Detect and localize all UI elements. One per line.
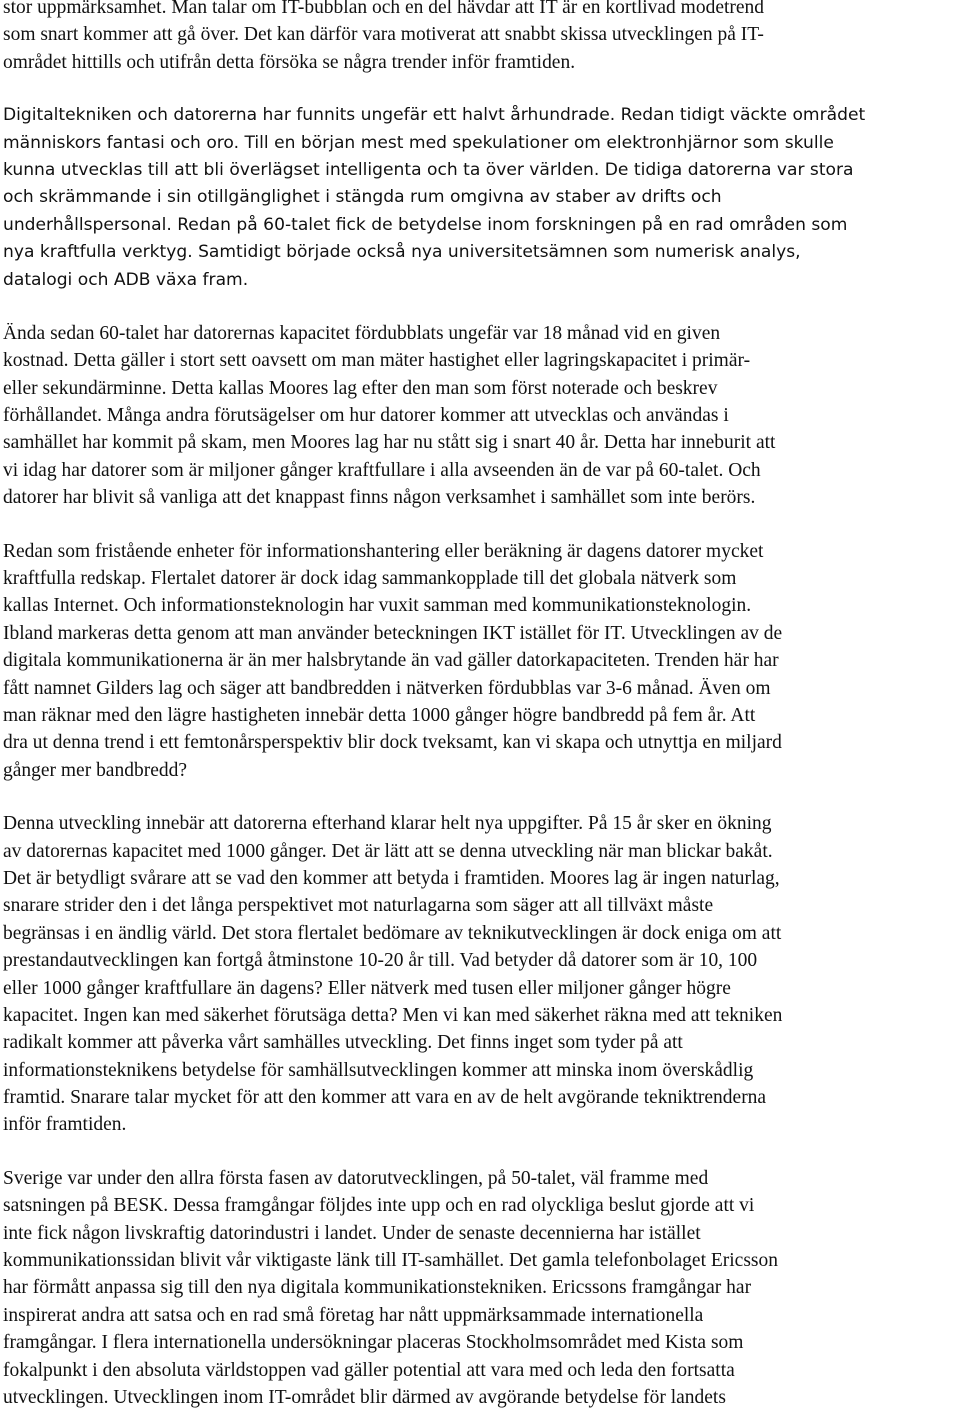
text-line: informationsteknikens betydelse för samhällsutvecklingen kommer att minska inom överskådlig bbox=[2, 1059, 754, 1081]
paragraph-gap bbox=[0, 76, 960, 102]
text-line: Denna utveckling innebär att datorerna efterhand klarar helt nya uppgifter. På 15 år sker en ökning bbox=[2, 813, 772, 835]
paragraph-3 bbox=[0, 320, 960, 512]
paragraph-2 bbox=[0, 102, 960, 294]
text-line: framgångar. I flera internationella undersökningar placeras Stockholmsområdet med Kista som bbox=[2, 1332, 744, 1354]
text-line: som snart kommer att gå över. Det kan därför vara motiverat att snabbt skissa utvecklingen på IT- bbox=[2, 24, 764, 46]
text-line: dra ut denna trend i ett femtonårsperspektiv blir dock tveksamt, kan vi skapa och utnyttja en miljard bbox=[2, 732, 782, 754]
text-line: kallas Internet. Och informationsteknologin har vuxit samman med kommunikationsteknologin. bbox=[2, 595, 752, 617]
text-line: förhållandet. Många andra förutsägelser om hur datorer kommer att utvecklas och användas i bbox=[2, 405, 729, 427]
text-line: Redan som fristående enheter för informationshantering eller beräkning är dagens datorer mycket bbox=[2, 540, 764, 562]
text-line: Digitaltekniken och datorerna har funnits ungefär ett halvt århundrade. Redan tidigt väckte området bbox=[2, 105, 866, 126]
paragraph-1 bbox=[0, 0, 960, 76]
text-line: snarare strider den i det långa perspektivet mot naturlagarna som säger att all tillväxt måste bbox=[2, 895, 714, 917]
text-line: begränsas i en ändlig värld. Det stora flertalet bedömare av teknikutvecklingen är dock eniga om att bbox=[2, 922, 782, 944]
text-line: kunna utvecklas till att bli överlägset intelligenta och ta över världen. De tidiga datorerna var stora bbox=[2, 159, 854, 180]
text-line: nya kraftfulla verktyg. Samtidigt började också nya universitetsämnen som numerisk analys, bbox=[2, 242, 801, 263]
text-line: stor uppmärksamhet. Man talar om IT-bubblan och en del hävdar att IT är en kortlivad modetrend bbox=[2, 0, 765, 18]
text-line: inspirerat andra att satsa och en rad små företag har nått uppmärksammade internationella bbox=[2, 1304, 704, 1326]
text-line: eller sekundärminne. Detta kallas Moores lag efter den man som först noterade och beskrev bbox=[2, 377, 718, 399]
text-line: kraftfulla redskap. Flertalet datorer är dock idag sammankopplade till det globala nätverk som bbox=[2, 568, 737, 590]
text-line: Sverige var under den allra första fasen av datorutvecklingen, på 50-talet, väl framme med bbox=[2, 1167, 709, 1189]
text-line: kostnad. Detta gäller i stort sett oavsett om man mäter hastighet eller lagringskapacitet i primär- bbox=[2, 350, 751, 372]
text-line: området hittills och utifrån detta försöka se några trender inför framtiden. bbox=[2, 51, 576, 73]
text-line: människors fantasi och oro. Till en början mest med spekulationer om elektronhjärnor som skulle bbox=[2, 132, 834, 153]
text-line: kapacitet. Ingen kan med säkerhet förutsäga detta? Men vi kan med säkerhet räkna med att tekniken bbox=[2, 1004, 783, 1026]
text-line: samhället har kommit på skam, men Moores lag har nu stått sig i snart 40 år. Detta har inneburit att bbox=[2, 432, 776, 454]
text-line: Det är betydligt svårare att se vad den kommer att betyda i framtiden. Moores lag är ingen naturlag, bbox=[2, 867, 780, 889]
text-line: vi idag har datorer som är miljoner gånger kraftfullare i alla avseenden än de var på 60-talet. Och bbox=[2, 459, 761, 481]
text-line: Ända sedan 60-talet har datorernas kapacitet fördubblats ungefär var 18 månad vid en given bbox=[2, 322, 721, 344]
text-line: prestandautvecklingen kan fortgå åtminstone 10-20 år till. Vad betyder då datorer som är 10, 100 bbox=[2, 950, 758, 972]
text-line: satsningen på BESK. Dessa framgångar följdes inte upp och en rad olyckliga beslut gjorde att vi bbox=[2, 1195, 755, 1217]
text-line: underhållspersonal. Redan på 60-talet fick de betydelse inom forskningen på en rad områden som bbox=[2, 214, 848, 235]
text-line: inte fick någon livskraftig datorindustri i landet. Under de senaste decennierna har istället bbox=[2, 1222, 701, 1244]
paragraph-gap bbox=[0, 294, 960, 320]
paragraph-6 bbox=[0, 1165, 960, 1412]
text-line: Ibland markeras detta genom att man använder beteckningen IKT istället för IT. Utvecklingen av de bbox=[2, 622, 783, 644]
text-line: kommunikationssidan blivit vår viktigaste länk till IT-samhället. Det gamla telefonbolaget Ericsson bbox=[2, 1250, 778, 1272]
paragraph-gap bbox=[0, 1139, 960, 1165]
paragraph-gap bbox=[0, 784, 960, 810]
text-line: framtid. Snarare talar mycket för att den kommer att vara en av de helt avgörande tekniktrenderna bbox=[2, 1087, 767, 1109]
text-line: radikalt kommer att påverka vårt samhälles utveckling. Det finns inget som tyder på att bbox=[2, 1032, 683, 1054]
text-line: eller 1000 gånger kraftfullare än dagens? Eller nätverk med tusen eller miljoner gånger högre bbox=[2, 977, 731, 999]
text-line: fokalpunkt i den absoluta världstoppen vad gäller potential att vara med och leda den fortsatta bbox=[2, 1359, 735, 1381]
text-line: man räknar med den lägre hastigheten innebär detta 1000 gånger högre bandbredd på fem år. Att bbox=[2, 704, 756, 726]
text-line: fått namnet Gilders lag och säger att bandbredden i nätverken fördubblas var 3-6 månad. Även om bbox=[2, 677, 771, 699]
paragraph-4 bbox=[0, 538, 960, 785]
text-line: digitala kommunikationerna är än mer halsbrytande än vad gäller datorkapaciteten. Trenden här har bbox=[2, 650, 779, 672]
text-line: datorer har blivit så vanliga att det knappast finns någon verksamhet i samhället som inte berörs. bbox=[2, 487, 756, 509]
text-line: gånger mer bandbredd? bbox=[2, 759, 187, 781]
paragraph-5 bbox=[0, 810, 960, 1139]
text-line: av datorernas kapacitet med 1000 gånger. Det är lätt att se denna utveckling när man blickar bakåt. bbox=[2, 840, 773, 862]
text-line: och skrämmande i sin otillgänglighet i stängda rum omgivna av staber av drifts och bbox=[2, 187, 722, 208]
text-line: inför framtiden. bbox=[2, 1114, 127, 1136]
text-line: utvecklingen. Utvecklingen inom IT-området blir därmed av avgörande betydelse för landets bbox=[2, 1386, 726, 1408]
text-line: datalogi och ADB växa fram. bbox=[2, 269, 249, 290]
paragraph-gap bbox=[0, 512, 960, 538]
text-line: har förmått anpassa sig till den nya digitala kommunikationstekniken. Ericssons framgångar har bbox=[2, 1277, 752, 1299]
